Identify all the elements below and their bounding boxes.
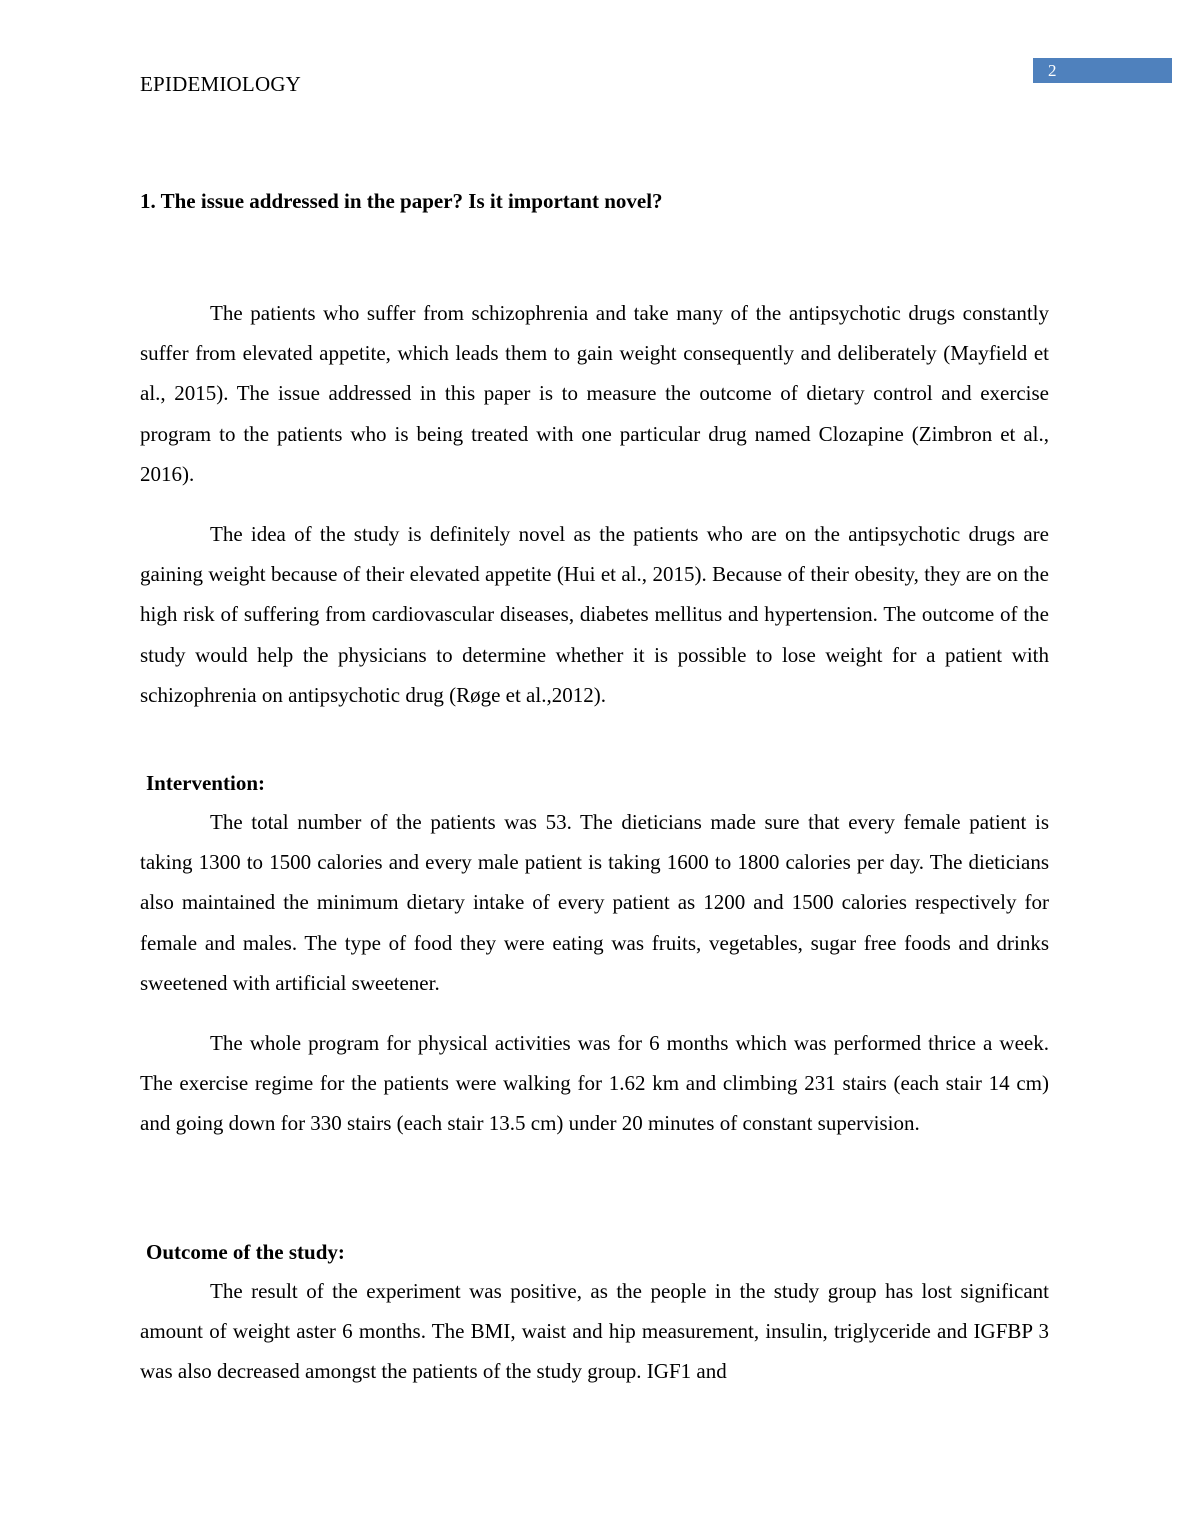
section-heading-outcome: Outcome of the study: [146, 1240, 345, 1264]
paragraph-issue-1: The patients who suffer from schizophrenia and take many of the antipsychotic drugs constantly suffer from elevated appetite, which leads them to gain weight consequently and deliberately (Mayfield et al., 2015). The issue addressed in this paper is to measure the outcome of dietary control and exercise program to the patients who is being treated with one particular drug named Clozapine (Zimbron et al., 2016). [140, 301, 1049, 486]
section-heading-intervention: Intervention: [146, 771, 265, 795]
page-number: 2 [1033, 58, 1172, 83]
paragraph-outcome-1: The result of the experiment was positive, as the people in the study group has lost significant amount of weight aster 6 months. The BMI, waist and hip measurement, insulin, triglyceride and IGFBP 3 was also decreased amongst the patients of the study group. IGF1 and [140, 1279, 1049, 1384]
running-head: EPIDEMIOLOGY [140, 72, 302, 96]
paragraph-intervention-2: The whole program for physical activities was for 6 months which was performed thrice a week. The exercise regime for the patients were walking for 1.62 km and climbing 231 stairs (each stair 14 cm) and going down for 330 stairs (each stair 13.5 cm) under 20 minutes of constant supervision. [140, 1031, 1049, 1136]
section-heading-issue: 1. The issue addressed in the paper? Is it important novel? [140, 189, 663, 213]
paragraph-issue-2: The idea of the study is definitely novel as the patients who are on the antipsychotic drugs are gaining weight because of their elevated appetite (Hui et al., 2015). Because of their obesity, they are on the high risk of suffering from cardiovascular diseases, diabetes mellitus and hypertension. The outcome of the study would help the physicians to determine whether it is possible to lose weight for a patient with schizophrenia on antipsychotic drug (Røge et al.,2012). [140, 522, 1049, 707]
paragraph-intervention-1: The total number of the patients was 53. The dieticians made sure that every female patient is taking 1300 to 1500 calories and every male patient is taking 1600 to 1800 calories per day. The dieticians also maintained the minimum dietary intake of every patient as 1200 and 1500 calories respectively for female and males. The type of food they were eating was fruits, vegetables, sugar free foods and drinks sweetened with artificial sweetener. [140, 810, 1049, 995]
